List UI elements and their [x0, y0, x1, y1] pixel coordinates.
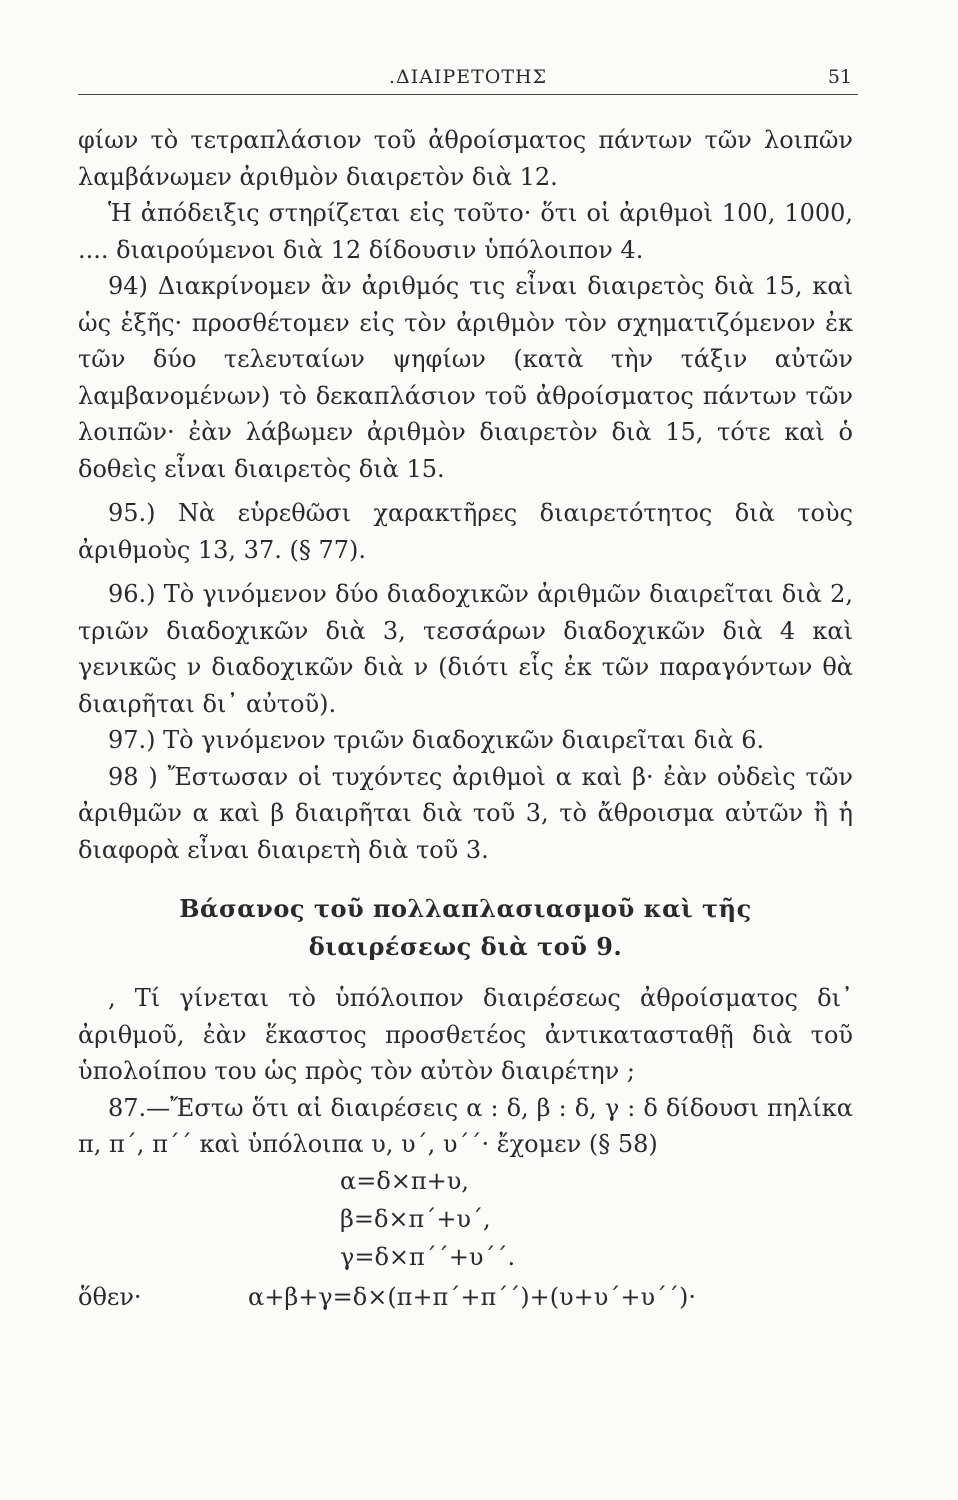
running-header [78, 62, 858, 95]
paragraph-proof: Ἡ ἀπόδειξις στηρίζεται εἰς τοῦτο· ὅτι οἱ ἀριθμοὶ 100, 1000, .... διαιρούμενοι διὰ 12 δίδουσιν ὑπόλοιπον 4. [78, 199, 853, 264]
header-title: .ΔΙΑΙΡΕΤΟΤΗΣ [388, 66, 548, 88]
page-body [78, 122, 853, 1313]
formula-sum: α+β+γ=δ×(π+π΄+π΄΄)+(υ+υ΄+υ΄΄)· [248, 1282, 697, 1311]
section-heading [78, 890, 853, 966]
paragraph-96: 96.) Τὸ γινόμενον δύο διαδοχικῶν ἀριθμῶν διαιρεῖται διὰ 2, τριῶν διαδοχικῶν διὰ 3, τεσσάρων διαδοχικῶν διὰ 4 καὶ γενικῶς ν διαδοχικῶν διὰ ν (διότι εἷς ἐκ τῶν παραγόντων θὰ διαιρῆται δι᾽ αὐτοῦ). [78, 580, 853, 718]
question-paragraph: , Τί γίνεται τὸ ὑπόλοιπον διαιρέσεως ἀθροίσματος δι᾽ ἀριθμοῦ, ἐὰν ἕκαστος προσθετέος ἀντικατασταθῇ διὰ τοῦ ὑπολοίπου του ὡς πρὸς τὸν αὐτὸν διαιρέτην ; [78, 984, 853, 1085]
section-heading-line-2: διαιρέσεως διὰ τοῦ 9. [308, 932, 623, 961]
paragraph-87: 87.—Ἔστω ὅτι αἱ διαιρέσεις α : δ, β : δ, γ : δ δίδουσι πηλίκα π, π΄, π΄΄ καὶ ὑπόλοιπα υ, υ΄, υ΄΄· ἔχομεν (§ 58) [78, 1093, 853, 1158]
formula-block [78, 1163, 853, 1313]
formula-label-hence: ὅθεν· [78, 1282, 142, 1311]
paragraph-continuation: φίων τὸ τετραπλάσιον τοῦ ἀθροίσματος πάντων τῶν λοιπῶν λαμβάνωμεν ἀριθμὸν διαιρετὸν διὰ 12. [78, 126, 853, 191]
paragraph-98: 98 ) Ἔστωσαν οἱ τυχόντες ἀριθμοὶ α καὶ β· ἐὰν οὐδεὶς τῶν ἀριθμῶν α καὶ β διαιρῆται διὰ τοῦ 3, τὸ ἄθροισμα αὐτῶν ἢ ἡ διαφορὰ εἶναι διαιρετὴ διὰ τοῦ 3. [78, 762, 853, 864]
formula-gamma: γ=δ×π΄΄+υ΄΄. [340, 1242, 516, 1271]
paragraph-94: 94) Διακρίνομεν ἂν ἀριθμός τις εἶναι διαιρετὸς διὰ 15, καὶ ὡς ἑξῆς· προσθέτομεν εἰς τὸν ἀριθμὸν τὸν σχηματιζόμενον ἐκ τῶν δύο τελευταίων ψηφίων (κατὰ τὴν τάξιν αὐτῶν λαμβανομένων) τὸ δεκαπλάσιον τοῦ ἀθροίσματος πάντων τῶν λοιπῶν· ἐὰν λάβωμεν ἀριθμὸν διαιρετὸν διὰ 15, τότε καὶ ὁ δοθεὶς εἶναι διαιρετὸς διὰ 15. [78, 272, 853, 483]
page-number: 51 [827, 66, 852, 88]
formula-alpha: α=δ×π+υ, [340, 1166, 469, 1195]
paragraph-97: 97.) Τὸ γινόμενον τριῶν διαδοχικῶν διαιρεῖται διὰ 6. [108, 726, 765, 754]
section-heading-line-1: Βάσανος τοῦ πολλαπλασιασμοῦ καὶ τῆς [179, 894, 752, 923]
formula-beta: β=δ×π΄+υ΄, [340, 1204, 491, 1233]
paragraph-95: 95.) Νὰ εὑρεθῶσι χαρακτῆρες διαιρετότητος διὰ τοὺς ἀριθμοὺς 13, 37. (§ 77). [78, 499, 853, 564]
